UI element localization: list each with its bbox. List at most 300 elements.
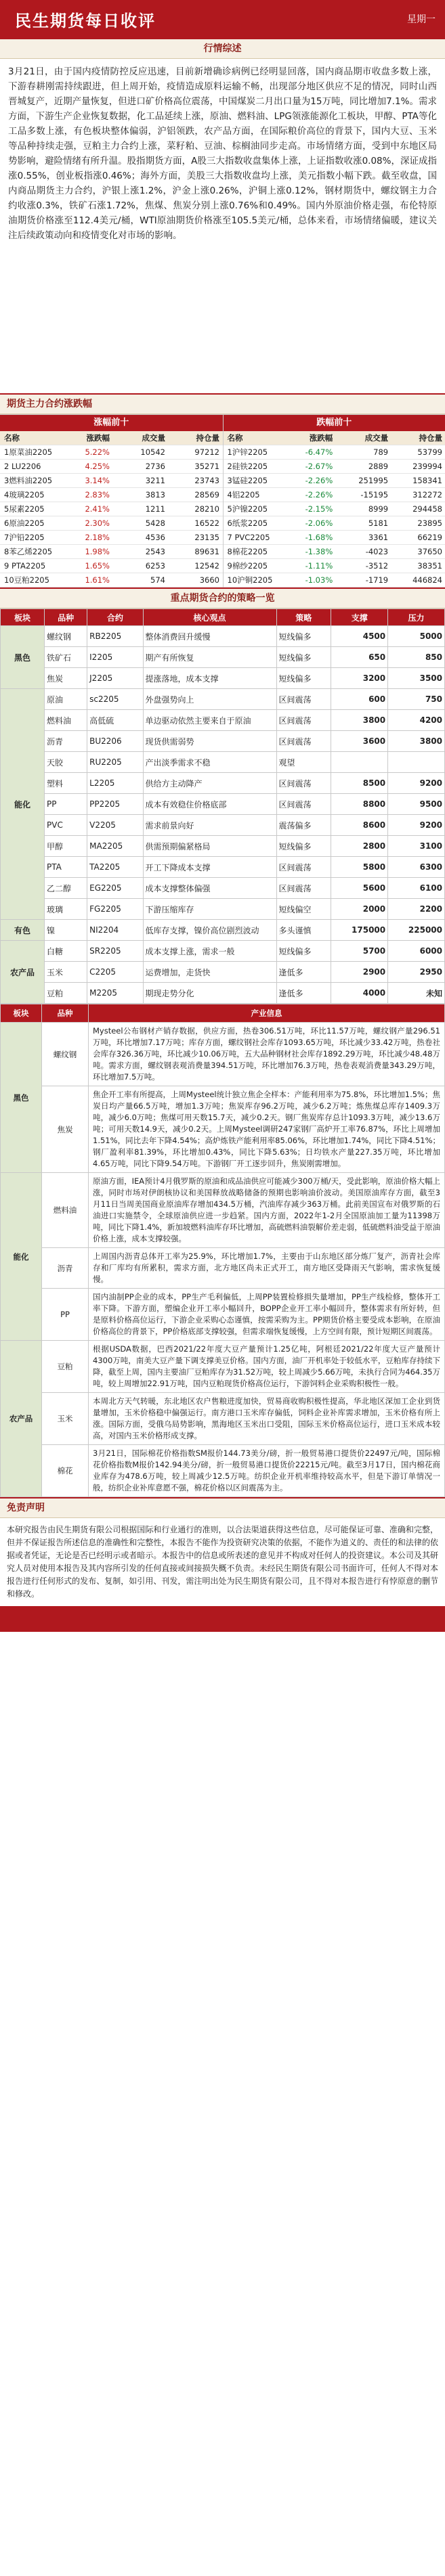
strategy-sector: 能化 <box>1 689 45 920</box>
strategy-product: 白糖 <box>45 941 87 962</box>
mover-name: 5沪镍2205 <box>227 504 268 514</box>
strategy-sector: 有色 <box>1 920 45 941</box>
mover-open-interest: 158341 <box>412 476 442 485</box>
strategy-contract: L2205 <box>87 773 143 794</box>
strategy-strategy: 短线偏多 <box>276 941 331 962</box>
strategy-pressure: 9200 <box>388 773 445 794</box>
strategy-section-title: 重点期货合约的策略一览 <box>0 587 445 608</box>
strategy-row <box>1 773 445 794</box>
strategy-support: 3800 <box>331 710 388 731</box>
col-vol: 成交量 <box>142 433 165 443</box>
mover-change: -2.06% <box>305 518 333 528</box>
mover-volume: -1719 <box>365 575 389 585</box>
strategy-strategy: 区间震荡 <box>276 689 331 710</box>
strategy-pressure: 750 <box>388 689 445 710</box>
strategy-strategy: 区间震荡 <box>276 878 331 899</box>
report-footer <box>0 1606 445 1632</box>
strategy-support: 650 <box>331 647 388 668</box>
industry-row <box>1 1023 445 1086</box>
mover-open-interest: 53799 <box>417 447 442 457</box>
strategy-product: 甲醇 <box>45 836 87 857</box>
strategy-pressure: 未知 <box>388 983 445 1004</box>
col-name: 名称 <box>4 433 20 443</box>
mover-open-interest: 16522 <box>194 518 219 528</box>
mover-open-interest: 12542 <box>194 561 219 571</box>
industry-product: 燃料油 <box>42 1173 89 1248</box>
mover-name: 4铝2205 <box>227 490 260 499</box>
strategy-row <box>1 752 445 773</box>
gainer-row <box>0 573 223 587</box>
disclaimer-text: 本研究报告由民生期货有限公司根据国际和行业通行的准则，以合法渠道获得这些信息，尽可能保证可靠、准确和完整，但并不保证报告所述信息的准确性和完整性，本报告不能作为投资研究决策的依据，不能作为道义的、责任的和法律的依据或者凭证，无论是否已经明示或者暗示。本报告中的信息或所表述的意见并不构成对任何人的投资建议。本公司及其研究人员对使用本报告及其内容所引发的任何直接或间接损失概不负责。未经民生期货有限公司书面许可，任何人不得对本报告进行任何形式的发布、复制，如引用、刊发，需注明出处为民生期货有限公司，且不得对本报告进行有悖原意的删节和修改。 <box>7 1525 438 1599</box>
losers-rows <box>224 445 445 587</box>
mover-open-interest: 89631 <box>194 547 219 556</box>
strategy-view: 成本有效稳住价格底部 <box>143 794 276 815</box>
loser-row <box>224 502 445 516</box>
disclaimer-title: 免责声明 <box>0 1497 445 1518</box>
mover-open-interest: 446824 <box>412 575 442 585</box>
strategy-pressure: 9200 <box>388 815 445 836</box>
strategy-col: 压力 <box>388 609 445 626</box>
loser-row <box>224 516 445 531</box>
industry-text: 国内油制PP企业的成本，PP生产毛利偏低，上周PP装置检修损失量增加，PP生产线检修，整体开工率下降。下游方面，塑编企业开工率小幅回升，BOPP企业开工率小幅回升，整体需求有所好转，但是原料价格高位运行，下游企业采购心态谨慎，按需采购为主。PP期货价格主要受成本影响，在原油价格高位的背景下，PP价格底部支撑较强，但需求端恢复缓慢，上方空间有限，预计短期区间震荡。 <box>89 1289 445 1341</box>
strategy-view: 产出淡季需求不稳 <box>143 752 276 773</box>
strategy-view: 期产有所恢复 <box>143 647 276 668</box>
strategy-support <box>331 752 388 773</box>
strategy-contract: MA2205 <box>87 836 143 857</box>
mover-name: 9 PTA2205 <box>4 561 46 571</box>
industry-text: 3月21日，国际棉花价格指数SM报价144.73美分/磅，折一般贸易港口提货价22497元/吨，国际棉花价格指数M报价142.94美分/磅，折一般贸易港口提货价22215元/吨。截至3月17日，国内棉花商业库存为478.6万吨，较上周减少12.5万吨。纺织企业开机率维持较高水平，但是下游订单情况一般，纺织企业补库意愿不强，棉花价格以区间震荡为主。 <box>89 1445 445 1497</box>
strategy-strategy: 区间震荡 <box>276 773 331 794</box>
strategy-row <box>1 899 445 920</box>
mover-volume: 3211 <box>145 476 165 485</box>
strategy-support: 8800 <box>331 794 388 815</box>
mover-volume: 8999 <box>368 504 389 514</box>
market-review-text: 3月21日，由于国内疫情防控反应迅速，目前新增确诊病例已经明显回落，国内商品期市收盘多数上涨，下游春耕刚需持续跟进，但上周开始，疫情造成原料运输不畅，出现部分地区供应不足的情况，同时山西晋城复产，近期产量恢复，但进口矿价格高位震荡，中国煤炭二月出口量为15万吨，同比增加7.1%。需求方面，下游生产企业恢复数据，化工品延续上涨，原油、燃料油、LPG领涨能源化工板块，甲醇、PTA等化工品多数上涨，有色板块整体偏弱，沪铝领跌，农产品方面，在国际粮价高位的背景下，国内大豆、玉米等品种持续走强，豆粕主力合约上涨，菜籽粕、豆油、棕榈油同步走高。市场情绪方面，受到中东地区局势影响，避险情绪有所升温。股指期货方面，A股三大指数收盘集体上涨，上证指数收涨0.08%，深证成指涨0.55%，创业板指涨0.46%；海外方面，美股三大指数收盘均上涨，美元指数小幅下跌。截至收盘，国内商品期货主力合约，沪银上涨1.2%，沪金上涨0.26%，沪铜上涨0.12%，钢材期货中，螺纹钢主力合约收涨0.3%，铁矿石涨1.72%，焦煤、焦炭分别上涨0.76%和0.49%。国内外原油价格走强，布伦特原油期货价格涨至112.4美元/桶，WTI原油期货价格涨至105.5美元/桶，总体来看，市场情绪偏暖，建议关注后续政策动向和疫情变化对市场的影响。 <box>8 66 437 241</box>
strategy-pressure: 6100 <box>388 878 445 899</box>
strategy-strategy: 区间震荡 <box>276 731 331 752</box>
strategy-pressure: 2200 <box>388 899 445 920</box>
strategy-support: 2000 <box>331 899 388 920</box>
losers-column <box>223 415 445 587</box>
strategy-view: 供给方主动降产 <box>143 773 276 794</box>
mover-volume: 2889 <box>368 462 389 471</box>
loser-row <box>224 474 445 488</box>
strategy-row <box>1 857 445 878</box>
gainer-row <box>0 531 223 545</box>
mover-volume: -4023 <box>365 547 389 556</box>
mover-change: -2.26% <box>305 490 333 499</box>
strategy-row <box>1 962 445 983</box>
mover-name: 1沪锌2205 <box>227 447 268 457</box>
strategy-strategy: 观望 <box>276 752 331 773</box>
strategy-product: 玻璃 <box>45 899 87 920</box>
industry-text: Mysteel公布钢材产销存数据，供应方面，热卷306.51万吨，环比11.57万吨，螺纹钢产量296.51万吨，环比增加7.17万吨；库存方面，螺纹钢社会库存1093.65万吨，环比减少33.42万吨，热卷社会库存326.36万吨，环比减少10.06万吨，五大品种钢材社会库存1892.29万吨，环比减少48.48万吨。需求方面，螺纹钢表观消费量394.51万吨，环比增加76.3万吨，热卷表观消费量343.29万吨，环比增加7.5万吨。 <box>89 1023 445 1086</box>
strategy-support: 4000 <box>331 983 388 1004</box>
industry-row <box>1 1445 445 1497</box>
strategy-sector: 黑色 <box>1 626 45 689</box>
col-oi: 持仓量 <box>419 433 442 443</box>
strategy-contract: BU2206 <box>87 731 143 752</box>
strategy-contract: PP2205 <box>87 794 143 815</box>
col-chg: 涨跌幅 <box>86 433 110 443</box>
mover-name: 4玻璃2205 <box>4 490 45 499</box>
industry-product: 豆粕 <box>42 1341 89 1393</box>
industry-row <box>1 1289 445 1341</box>
gainer-row <box>0 474 223 488</box>
mover-change: -1.38% <box>305 547 333 556</box>
mover-change: -2.67% <box>305 462 333 471</box>
mover-volume: 3813 <box>145 490 165 499</box>
strategy-strategy: 短线偏空 <box>276 899 331 920</box>
strategy-product: PTA <box>45 857 87 878</box>
gainer-row <box>0 460 223 474</box>
strategy-row <box>1 878 445 899</box>
strategy-product: PP <box>45 794 87 815</box>
mover-open-interest: 28210 <box>194 504 219 514</box>
strategy-col: 核心观点 <box>143 609 276 626</box>
gainers-column <box>0 415 223 587</box>
strategy-pressure: 3800 <box>388 731 445 752</box>
mover-open-interest: 66219 <box>417 533 442 542</box>
strategy-support: 175000 <box>331 920 388 941</box>
strategy-product: PVC <box>45 815 87 836</box>
strategy-contract: SR2205 <box>87 941 143 962</box>
strategy-view: 低库存支撑，镍价高位剧烈波动 <box>143 920 276 941</box>
mover-volume: -3512 <box>365 561 389 571</box>
strategy-view: 需求前景向好 <box>143 815 276 836</box>
strategy-support: 3600 <box>331 731 388 752</box>
strategy-product: 塑料 <box>45 773 87 794</box>
strategy-pressure: 5000 <box>388 626 445 647</box>
industry-row <box>1 1248 445 1289</box>
mover-name: 6纸浆2205 <box>227 518 268 528</box>
industry-product: 焦炭 <box>42 1086 89 1173</box>
strategy-pressure: 3100 <box>388 836 445 857</box>
report-date: 星期一 <box>407 14 436 25</box>
strategy-contract: J2205 <box>87 668 143 689</box>
strategy-view: 期现走势分化 <box>143 983 276 1004</box>
mover-name: 3燃料油2205 <box>4 476 53 485</box>
strategy-row <box>1 941 445 962</box>
mover-change: 2.18% <box>85 533 110 542</box>
strategy-contract: EG2205 <box>87 878 143 899</box>
industry-text: 根据USDA数据，巴西2021/22年度大豆产量预计1.25亿吨，阿根廷2021/22年度大豆产量预计4300万吨，南美大豆产量下调支撑美豆价格。国内方面，油厂开机率处于较低水平，豆粕库存持续下降，截至上周，国内主要油厂豆粕库存为31.52万吨，较上周减少5.66万吨，未执行合同为464.35万吨，较上周增加22.91万吨，国内豆粕现货价格高位运行，下游饲料企业采购积极性一般。 <box>89 1341 445 1393</box>
mover-name: 2 LU2206 <box>4 462 41 471</box>
mover-change: -2.15% <box>305 504 333 514</box>
strategy-view: 成本支撑上涨，需求一般 <box>143 941 276 962</box>
mover-volume: -15195 <box>360 490 389 499</box>
strategy-row <box>1 689 445 710</box>
strategy-row <box>1 710 445 731</box>
strategy-product: 燃料油 <box>45 710 87 731</box>
mover-open-interest: 294458 <box>412 504 442 514</box>
strategy-contract: 高低硫 <box>87 710 143 731</box>
strategy-strategy: 多头谨慎 <box>276 920 331 941</box>
strategy-contract: NI2204 <box>87 920 143 941</box>
loser-row <box>224 488 445 502</box>
loser-row <box>224 545 445 559</box>
strategy-support: 4500 <box>331 626 388 647</box>
industry-header-row <box>1 1004 445 1023</box>
mover-volume: 251995 <box>358 476 389 485</box>
mover-open-interest: 28569 <box>194 490 219 499</box>
mover-volume: 1211 <box>145 504 165 514</box>
industry-product: 玉米 <box>42 1393 89 1445</box>
movers-tables <box>0 414 445 587</box>
mover-change: 1.98% <box>85 547 110 556</box>
strategy-pressure: 4200 <box>388 710 445 731</box>
mover-open-interest: 239994 <box>412 462 442 471</box>
strategy-row <box>1 983 445 1004</box>
strategy-pressure: 850 <box>388 647 445 668</box>
strategy-product: 沥青 <box>45 731 87 752</box>
mover-change: 2.83% <box>85 490 110 499</box>
strategy-row <box>1 920 445 941</box>
strategy-view: 外盘强势向上 <box>143 689 276 710</box>
strategy-support: 3200 <box>331 668 388 689</box>
industry-product: PP <box>42 1289 89 1341</box>
mover-change: -1.68% <box>305 533 333 542</box>
strategy-support: 2900 <box>331 962 388 983</box>
mover-open-interest: 35271 <box>194 462 219 471</box>
strategy-pressure <box>388 752 445 773</box>
strategy-pressure: 6000 <box>388 941 445 962</box>
mover-name: 1原菜油2205 <box>4 447 53 457</box>
mover-name: 10沪铜2205 <box>227 575 273 585</box>
mover-volume: 2543 <box>145 547 165 556</box>
gainers-header-row <box>0 431 223 445</box>
industry-col: 产业信息 <box>89 1004 445 1023</box>
industry-table <box>0 1004 445 1497</box>
strategy-view: 提涨落地，成本支撑 <box>143 668 276 689</box>
strategy-pressure: 9500 <box>388 794 445 815</box>
industry-text: 焦企开工率有所提高，上周Mysteel统计独立焦企全样本：产能利用率为75.8%，环比增加1.5%；焦炭日均产量66.5万吨，增加1.3万吨；焦炭库存96.2万吨，减少6.2万吨；炼焦煤总库存1409.3万吨，减少6.0万吨；焦煤可用天数15.7天，减少0.2天。钢厂焦炭库存总计1093.3万吨，减少13.6万吨；可用天数14.9天，减少0.2天。上周Mysteel调研247家钢厂高炉开工率76.87%，环比上周增加1.51%，同比去年下降4.54%；高炉炼铁产能利用率85.06%，环比增加1.74%，同比下降4.51%；钢厂盈利率81.39%，环比增加0.43%，同比下降5.63%；日均铁水产量227.35万吨，环比增加4.65万吨，同比下降9.54万吨。下游钢厂开工逐步回升，焦炭刚需增加。 <box>89 1086 445 1173</box>
strategy-contract: sc2205 <box>87 689 143 710</box>
strategy-pressure: 225000 <box>388 920 445 941</box>
loser-row <box>224 573 445 587</box>
industry-text: 原油方面，IEA预计4月俄罗斯的原油和成品油供应可能减少300万桶/天，受此影响，原油价格大幅上涨，同时市场对伊朗核协议和美国释放战略储备的预期也影响油价波动。美国原油库存方面，截至3月11日当周美国商业原油库存增加434.5万桶，汽油库存减少363万桶。此前美国宣布对俄罗斯的石油进口实施禁令，全球原油供应进一步趋紧。国内方面，2022年1-2月全国原油加工量为11398万吨，同比下降1.4%，新加坡燃料油库存环比增加，高硫燃料油裂解价差走弱，低硫燃料油受益于原油价格上涨，成本支撑较强。 <box>89 1173 445 1248</box>
industry-col: 板块 <box>1 1004 42 1023</box>
industry-product: 螺纹钢 <box>42 1023 89 1086</box>
mover-name: 6原油2205 <box>4 518 45 528</box>
mover-change: 5.22% <box>85 447 110 457</box>
industry-row <box>1 1173 445 1248</box>
strategy-view: 现货供需弱势 <box>143 731 276 752</box>
losers-title: 跌幅前十 <box>224 415 445 431</box>
strategy-row <box>1 794 445 815</box>
mover-open-interest: 37650 <box>417 547 442 556</box>
strategy-strategy: 短线偏多 <box>276 626 331 647</box>
mover-open-interest: 23895 <box>417 518 442 528</box>
strategy-col: 板块 <box>1 609 45 626</box>
industry-sector: 能化 <box>1 1173 42 1341</box>
strategy-row <box>1 815 445 836</box>
loser-row <box>224 531 445 545</box>
industry-text: 本周北方天气转暖，东北地区农户售粮进度加快，贸易商收购积极性提高，华北地区深加工企业到货量增加，玉米价格稳中偏强运行。南方港口玉米库存偏低，饲料企业补库需求增加，玉米价格有所上涨。国际方面，受俄乌局势影响，黑海地区玉米出口受阻，国际玉米价格高位运行，进口玉米成本较高，对国内玉米价格形成支撑。 <box>89 1393 445 1445</box>
strategy-col: 合约 <box>87 609 143 626</box>
strategy-support: 2800 <box>331 836 388 857</box>
strategy-row <box>1 836 445 857</box>
mover-change: -1.03% <box>305 575 333 585</box>
mover-open-interest: 38351 <box>417 561 442 571</box>
industry-product: 棉花 <box>42 1445 89 1497</box>
mover-change: -1.11% <box>305 561 333 571</box>
gainer-row <box>0 516 223 531</box>
industry-col: 品种 <box>42 1004 89 1023</box>
col-chg: 涨跌幅 <box>309 433 333 443</box>
strategy-product: 豆粕 <box>45 983 87 1004</box>
strategy-product: 铁矿石 <box>45 647 87 668</box>
gainer-row <box>0 545 223 559</box>
col-oi: 持仓量 <box>196 433 219 443</box>
mover-volume: 574 <box>150 575 165 585</box>
mover-open-interest: 23743 <box>194 476 219 485</box>
market-review-title: 行情综述 <box>0 38 445 59</box>
strategy-view: 下游压缩库存 <box>143 899 276 920</box>
movers-section-title: 期货主力合约涨跌幅 <box>0 393 445 414</box>
strategy-support: 5600 <box>331 878 388 899</box>
gainer-row <box>0 559 223 573</box>
industry-sector: 黑色 <box>1 1023 42 1173</box>
gainers-title: 涨幅前十 <box>0 415 223 431</box>
gainer-row <box>0 445 223 460</box>
mover-name: 3锰硅2205 <box>227 476 268 485</box>
strategy-contract: C2205 <box>87 962 143 983</box>
mover-volume: 5428 <box>145 518 165 528</box>
strategy-contract: TA2205 <box>87 857 143 878</box>
mover-change: 2.30% <box>85 518 110 528</box>
mover-volume: 5181 <box>368 518 389 528</box>
strategy-pressure: 3500 <box>388 668 445 689</box>
mover-name: 10豆粕2205 <box>4 575 49 585</box>
strategy-view: 单边驱动依然主要来自于原油 <box>143 710 276 731</box>
mover-name: 7 PVC2205 <box>227 533 270 542</box>
mover-volume: 4536 <box>145 533 165 542</box>
gainers-rows <box>0 445 223 587</box>
strategy-view: 供需预期偏紧格局 <box>143 836 276 857</box>
mover-change: 2.41% <box>85 504 110 514</box>
mover-volume: 6253 <box>145 561 165 571</box>
strategy-product: 天胶 <box>45 752 87 773</box>
strategy-row <box>1 668 445 689</box>
strategy-body <box>1 626 445 1004</box>
mover-change: 1.65% <box>85 561 110 571</box>
strategy-col: 支撑 <box>331 609 388 626</box>
mover-volume: 789 <box>373 447 389 457</box>
strategy-strategy: 震荡偏多 <box>276 815 331 836</box>
mover-name: 8苯乙烯2205 <box>4 547 53 556</box>
mover-change: 1.61% <box>85 575 110 585</box>
mover-change: 3.14% <box>85 476 110 485</box>
strategy-support: 8600 <box>331 815 388 836</box>
industry-body <box>1 1023 445 1497</box>
industry-sector: 农产品 <box>1 1341 42 1497</box>
mover-open-interest: 312272 <box>412 490 442 499</box>
industry-row <box>1 1393 445 1445</box>
industry-product: 沥青 <box>42 1248 89 1289</box>
strategy-row <box>1 626 445 647</box>
strategy-contract: M2205 <box>87 983 143 1004</box>
industry-row <box>1 1086 445 1173</box>
strategy-contract: I2205 <box>87 647 143 668</box>
strategy-strategy: 逢低多 <box>276 962 331 983</box>
strategy-support: 5800 <box>331 857 388 878</box>
gainer-row <box>0 488 223 502</box>
loser-row <box>224 559 445 573</box>
strategy-view: 整体消费回升缓慢 <box>143 626 276 647</box>
strategy-support: 5700 <box>331 941 388 962</box>
mover-open-interest: 23135 <box>194 533 219 542</box>
report-title: 民生期货每日收评 <box>15 11 156 30</box>
strategy-pressure: 6300 <box>388 857 445 878</box>
strategy-strategy: 逢低多 <box>276 983 331 1004</box>
mover-name: 7沪铅2205 <box>4 533 45 542</box>
mover-volume: 2736 <box>145 462 165 471</box>
strategy-product: 乙二醇 <box>45 878 87 899</box>
strategy-product: 螺纹钢 <box>45 626 87 647</box>
strategy-strategy: 短线偏多 <box>276 836 331 857</box>
strategy-contract: V2205 <box>87 815 143 836</box>
mover-name: 2硅铁2205 <box>227 462 268 471</box>
industry-text: 上周国内沥青总体开工率为25.9%，环比增加1.7%，主要由于山东地区部分炼厂复产，沥青社会库存和厂库均有所累积，需求方面，北方地区尚未正式开工，南方地区受降雨天气影响，需求恢复缓慢。 <box>89 1248 445 1289</box>
strategy-view: 运费增加，走货快 <box>143 962 276 983</box>
losers-header-row <box>224 431 445 445</box>
mover-name: 9棉纱2205 <box>227 561 268 571</box>
strategy-col: 品种 <box>45 609 87 626</box>
mover-name: 5尿素2205 <box>4 504 45 514</box>
strategy-product: 玉米 <box>45 962 87 983</box>
mover-change: -6.47% <box>305 447 333 457</box>
report-header <box>0 0 445 38</box>
gainer-row <box>0 502 223 516</box>
col-name: 名称 <box>227 433 243 443</box>
strategy-strategy: 短线偏多 <box>276 668 331 689</box>
strategy-strategy: 短线偏多 <box>276 647 331 668</box>
strategy-row <box>1 731 445 752</box>
strategy-row <box>1 647 445 668</box>
mover-change: -2.26% <box>305 476 333 485</box>
strategy-contract: RU2205 <box>87 752 143 773</box>
strategy-sector: 农产品 <box>1 941 45 1004</box>
strategy-product: 镍 <box>45 920 87 941</box>
mover-open-interest: 97212 <box>194 447 219 457</box>
strategy-strategy: 区间震荡 <box>276 710 331 731</box>
strategy-contract: RB2205 <box>87 626 143 647</box>
strategy-product: 焦炭 <box>45 668 87 689</box>
strategy-view: 开工下降成本支撑 <box>143 857 276 878</box>
mover-name: 8棉花2205 <box>227 547 268 556</box>
loser-row <box>224 460 445 474</box>
strategy-contract: FG2205 <box>87 899 143 920</box>
strategy-support: 8500 <box>331 773 388 794</box>
mover-change: 4.25% <box>85 462 110 471</box>
strategy-product: 原油 <box>45 689 87 710</box>
strategy-header-row <box>1 609 445 626</box>
mover-open-interest: 3660 <box>199 575 219 585</box>
strategy-support: 600 <box>331 689 388 710</box>
mover-volume: 10542 <box>140 447 165 457</box>
industry-row <box>1 1341 445 1393</box>
strategy-strategy: 区间震荡 <box>276 857 331 878</box>
strategy-col: 策略 <box>276 609 331 626</box>
strategy-strategy: 区间震荡 <box>276 794 331 815</box>
strategy-table <box>0 608 445 1004</box>
strategy-view: 成本支撑整体偏强 <box>143 878 276 899</box>
col-vol: 成交量 <box>364 433 389 443</box>
mover-volume: 3361 <box>368 533 389 542</box>
strategy-pressure: 2950 <box>388 962 445 983</box>
loser-row <box>224 445 445 460</box>
